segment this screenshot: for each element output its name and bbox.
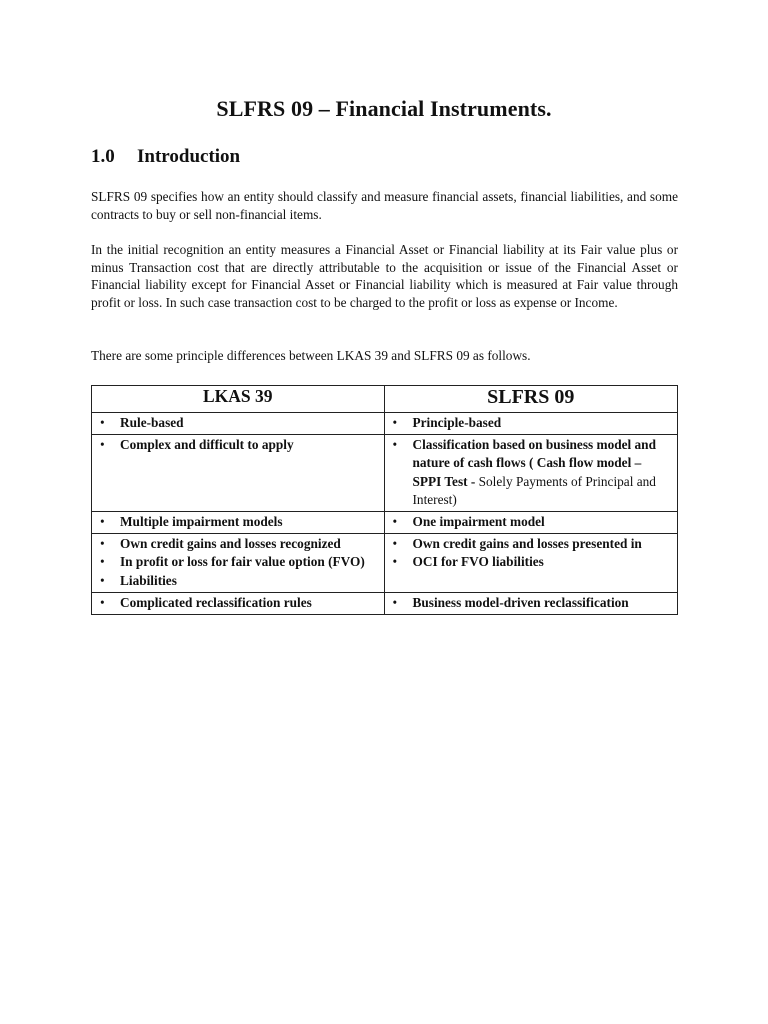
list-item: • Complicated reclassification rules: [92, 594, 384, 612]
bullet-icon: •: [392, 514, 398, 530]
table-cell: [384, 413, 678, 435]
list-item: • In profit or loss for fair value option (FVO): [92, 553, 384, 571]
list-item: • Multiple impairment models: [92, 513, 384, 531]
bullet-icon: •: [392, 594, 398, 610]
table-cell: [384, 534, 678, 593]
table-row: [92, 592, 678, 614]
section-heading: [91, 146, 240, 168]
column-header-slfrs09: SLFRS 09: [384, 386, 678, 413]
table-row: [92, 534, 678, 593]
list-item: • Liabilities: [92, 572, 384, 590]
bullet-icon: •: [392, 536, 398, 552]
table-cell: [384, 435, 678, 512]
bullet-icon: •: [100, 437, 105, 453]
paragraph-differences-intro: There are some principle differences between LKAS 39 and SLFRS 09 as follows.: [91, 348, 531, 363]
document-title: SLFRS 09 – Financial Instruments.: [216, 96, 552, 121]
table-cell: [92, 435, 385, 512]
table-cell: [384, 512, 678, 534]
bullet-icon: •: [100, 415, 105, 430]
column-header-lkas39: LKAS 39: [92, 386, 385, 413]
bullet-icon: •: [100, 514, 105, 530]
bullet-icon: •: [100, 554, 105, 570]
table-row: [92, 435, 678, 512]
bullet-icon: •: [392, 437, 398, 453]
paragraph-scope: SLFRS 09 specifies how an entity should classify and measure financial assets, financial liabilities, and some contracts to buy or sell non-financial items.: [91, 189, 678, 222]
list-item: • Own credit gains and losses presented in: [385, 535, 678, 553]
list-item: • One impairment model: [385, 513, 678, 531]
section-number: 1.0: [91, 146, 115, 167]
bullet-icon: •: [100, 594, 105, 610]
list-item: • Business model-driven reclassification: [385, 594, 678, 612]
bullet-icon: •: [100, 536, 105, 552]
table-cell: [92, 534, 385, 593]
table-cell: [92, 592, 385, 614]
list-item: • Complex and difficult to apply: [92, 436, 384, 454]
list-item: • Classification based on business model and nature of cash flows ( Cash flow model – SPPI Test - Solely Payments of Principal and Interest): [392, 437, 656, 507]
table-header-row: [92, 386, 678, 413]
table-cell: [92, 512, 385, 534]
section-label: Introduction: [137, 146, 241, 167]
table-cell: [92, 413, 385, 435]
table-row: [92, 413, 678, 435]
list-item: • Rule-based: [92, 414, 384, 432]
bullet-icon: •: [392, 554, 398, 570]
list-item: • Principle-based: [385, 414, 678, 432]
comparison-table: [91, 385, 678, 615]
list-item: • OCI for FVO liabilities: [385, 553, 678, 571]
list-item: • Own credit gains and losses recognized: [92, 535, 384, 553]
table-row: [92, 512, 678, 534]
bullet-icon: •: [392, 415, 398, 430]
paragraph-initial-recognition: In the initial recognition an entity measures a Financial Asset or Financial liability at its Fair value plus or minus Transaction cost that are directly attributable to the acquisition or issue of the Financial Asset or Financial liability except for Financial Asset or Financial liability which is measured at Fair value through profit or loss. In such case transaction cost to be charged to the profit or loss as expense or Income.: [91, 242, 678, 310]
bullet-icon: •: [100, 572, 105, 588]
table-cell: [384, 592, 678, 614]
